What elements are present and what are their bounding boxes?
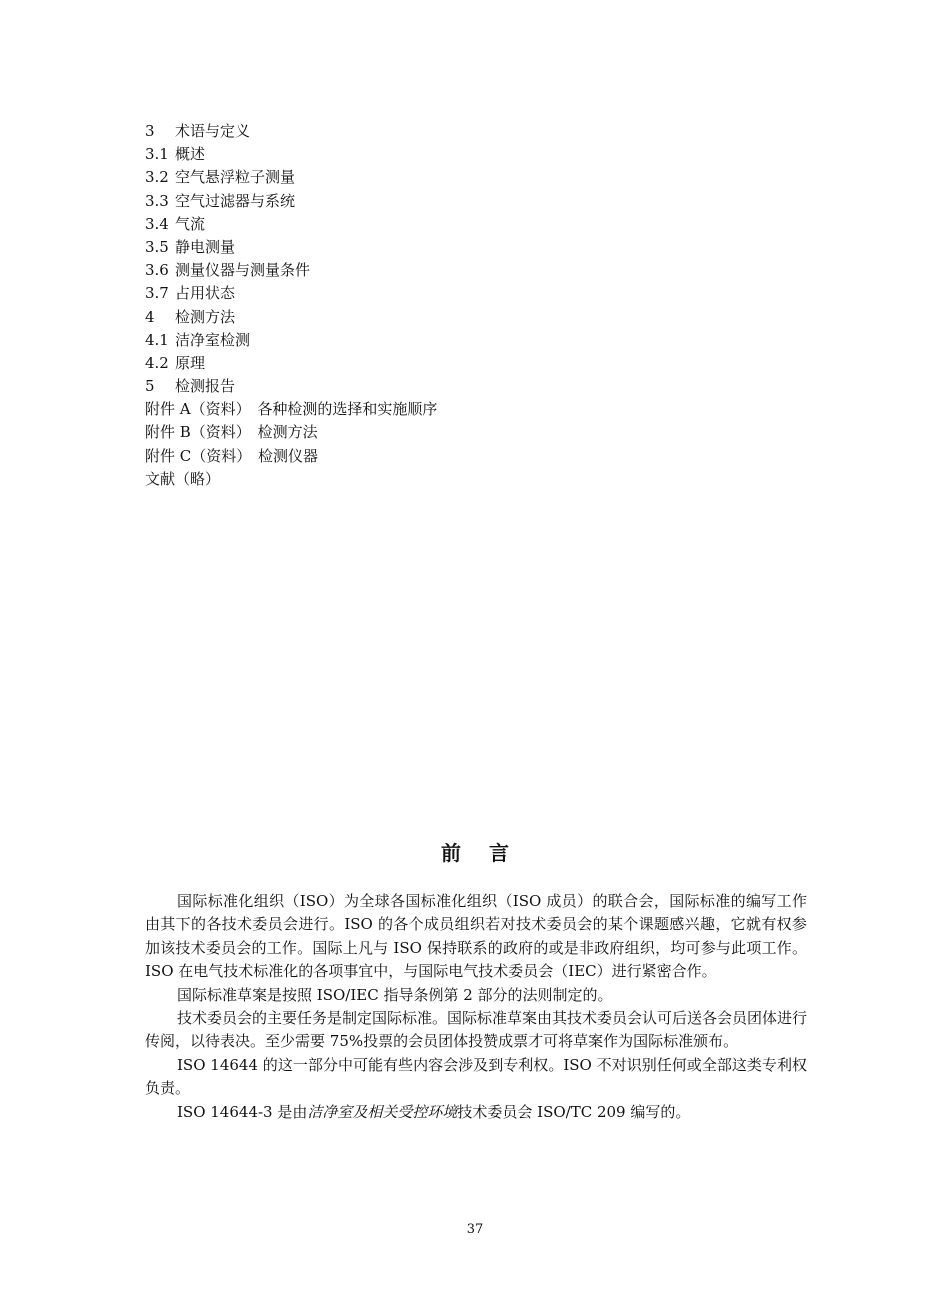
toc-number: 文献（略） — [145, 469, 221, 488]
toc-entry[interactable] — [145, 398, 785, 421]
toc-title: 各种检测的选择和实施顺序 — [257, 400, 438, 419]
preface-paragraph: 技术委员会的主要任务是制定国际标准。国际标准草案由其技术委员会认可后送各会员团体进行传阅，以待表决。至少需要 75%投票的会员团体投赞成票才可将草案作为国际标准颁布。 — [145, 1009, 808, 1051]
toc-entry[interactable] — [145, 445, 785, 468]
toc-entry[interactable] — [145, 236, 785, 259]
toc-entry[interactable] — [145, 329, 785, 352]
toc-entry[interactable] — [145, 282, 785, 305]
toc-title: 检测仪器 — [258, 446, 319, 465]
toc-number: 3.7 — [145, 284, 169, 303]
toc-entry[interactable] — [145, 213, 785, 236]
toc-number: 3.3 — [145, 191, 169, 210]
toc-title: 洁净室检测 — [175, 330, 251, 349]
page-number: 37 — [466, 1222, 484, 1237]
toc-number: 附件 C（资料） — [145, 446, 252, 465]
toc-number: 3.6 — [145, 261, 169, 280]
toc-title: 原理 — [175, 353, 206, 372]
committee-name-italic: 洁净室及相关受控环境 — [307, 1102, 458, 1121]
preface-last-prefix: ISO 14644-3 是由 — [177, 1102, 308, 1121]
toc-title: 检测方法 — [257, 423, 318, 442]
toc-title: 占用状态 — [175, 284, 236, 303]
toc-title: 测量仪器与测量条件 — [175, 261, 311, 280]
toc-number: 3.5 — [145, 237, 169, 256]
preface-paragraph: 国际标准化组织（ISO）为全球各国标准化组织（ISO 成员）的联合会，国际标准的编写工作由其下的各技术委员会进行。ISO 的各个成员组织若对技术委员会的某个课题感兴趣，它就有权参加该技术委员会的工作。国际上凡与 ISO 保持联系的政府的或是非政府组织，均可参与此项工作。ISO 在电气技术标准化的各项事宜中，与国际电气技术委员会（IEC）进行紧密合作。 — [145, 892, 807, 981]
preface-paragraph: ISO 14644 的这一部分中可能有些内容会涉及到专利权。ISO 不对识别任何或全部这类专利权负责。 — [145, 1055, 807, 1098]
toc-number: 4.2 — [145, 353, 169, 372]
table-of-contents — [145, 120, 785, 491]
preface-paragraph-last — [145, 1101, 807, 1124]
toc-title: 术语与定义 — [175, 122, 251, 140]
toc-title: 检测报告 — [175, 377, 236, 396]
toc-entry[interactable] — [145, 352, 785, 375]
toc-number: 4 — [145, 307, 155, 326]
toc-title: 气流 — [175, 214, 206, 233]
toc-title: 概述 — [175, 145, 206, 164]
toc-number: 附件 A（资料） — [145, 400, 251, 419]
preface-heading: 前言 — [441, 841, 537, 865]
toc-number: 5 — [145, 377, 155, 396]
toc-title: 检测方法 — [175, 307, 236, 326]
toc-entry[interactable] — [145, 306, 785, 329]
toc-entry[interactable] — [145, 468, 785, 491]
toc-number: 3.4 — [145, 214, 169, 233]
toc-entry[interactable] — [145, 190, 785, 213]
toc-title: 空气过滤器与系统 — [175, 191, 296, 210]
toc-number: 3.1 — [145, 145, 169, 164]
preface-paragraph: 国际标准草案是按照 ISO/IEC 指导条例第 2 部分的法则制定的。 — [177, 985, 613, 1004]
toc-entry[interactable] — [145, 259, 785, 282]
toc-entry[interactable] — [145, 375, 785, 398]
toc-entry[interactable] — [145, 143, 785, 166]
toc-entry[interactable] — [145, 120, 785, 143]
preface-last-suffix: 技术委员会 ISO/TC 209 编写的。 — [457, 1102, 691, 1121]
preface-body — [145, 890, 807, 1124]
toc-title: 空气悬浮粒子测量 — [175, 168, 296, 187]
toc-number: 3 — [145, 122, 155, 140]
toc-title: 静电测量 — [175, 237, 236, 256]
toc-number: 4.1 — [145, 330, 169, 349]
toc-number: 附件 B（资料） — [145, 423, 251, 442]
toc-number: 3.2 — [145, 168, 169, 187]
toc-entry[interactable] — [145, 421, 785, 444]
toc-entry[interactable] — [145, 166, 785, 189]
